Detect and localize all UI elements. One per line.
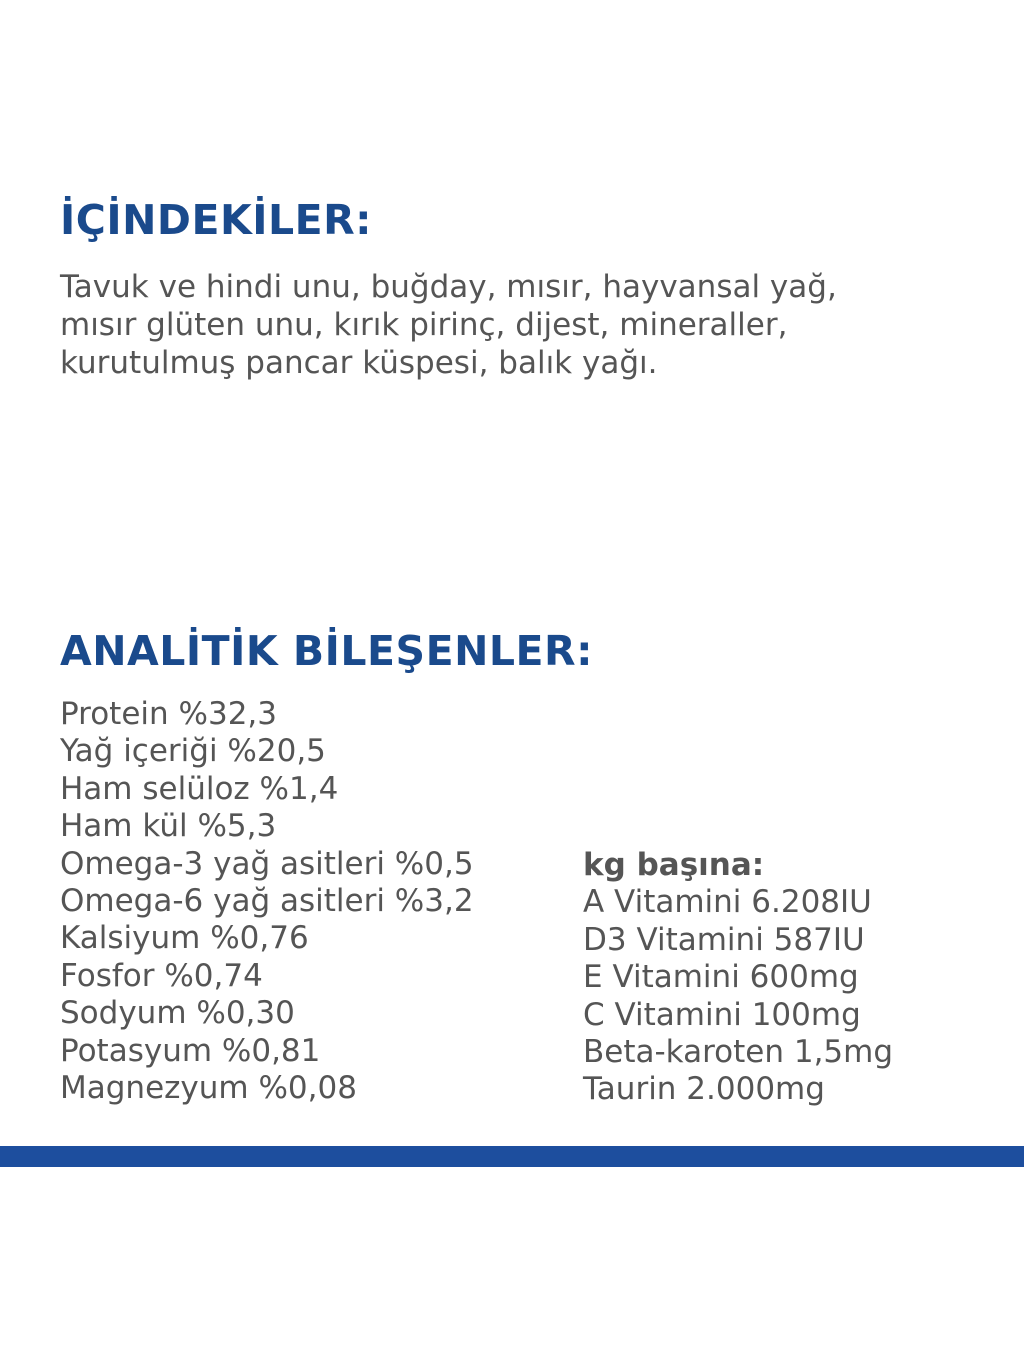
per-kg-item: D3 Vitamini 587IU [583,921,865,958]
analytic-item: Protein %32,3 [60,696,277,732]
analytic-item: Magnezyum %0,08 [60,1070,357,1107]
per-kg-item: E Vitamini 600mg [583,959,859,996]
analytic-item: Omega-6 yağ asitleri %3,2 [60,883,474,920]
per-kg-title: kg başına: [583,847,765,883]
ingredients-line: Tavuk ve hindi unu, buğday, mısır, hayvansal yağ, [60,269,837,305]
per-kg-item: A Vitamini 6.208IU [583,884,872,921]
analytic-item: Ham kül %5,3 [60,808,277,845]
analytic-item: Ham selüloz %1,4 [60,770,339,807]
analytic-item: Yağ içeriği %20,5 [60,733,326,770]
blue-band-divider [0,1146,1024,1167]
analytic-item: Omega-3 yağ asitleri %0,5 [60,845,474,882]
analytic-item: Potasyum %0,81 [60,1032,321,1069]
per-kg-item: C Vitamini 100mg [583,996,861,1033]
per-kg-list [583,847,893,1109]
ingredients-line: kurutulmuş pancar küspesi, balık yağı. [60,345,658,381]
ingredients-line: mısır glüten unu, kırık pirinç, dijest, mineraller, [60,307,788,343]
analytic-item: Kalsiyum %0,76 [60,920,309,957]
per-kg-item: Beta-karoten 1,5mg [583,1034,894,1071]
analytic-item: Sodyum %0,30 [60,995,295,1032]
analytic-list [60,696,474,1107]
per-kg-item: Taurin 2.000mg [583,1071,825,1108]
ingredients-heading: İÇİNDEKİLER: [60,196,373,244]
analytic-heading: ANALİTİK BİLEŞENLER: [60,627,594,675]
ingredients-text [60,268,1000,382]
analytic-item: Fosfor %0,74 [60,957,263,994]
